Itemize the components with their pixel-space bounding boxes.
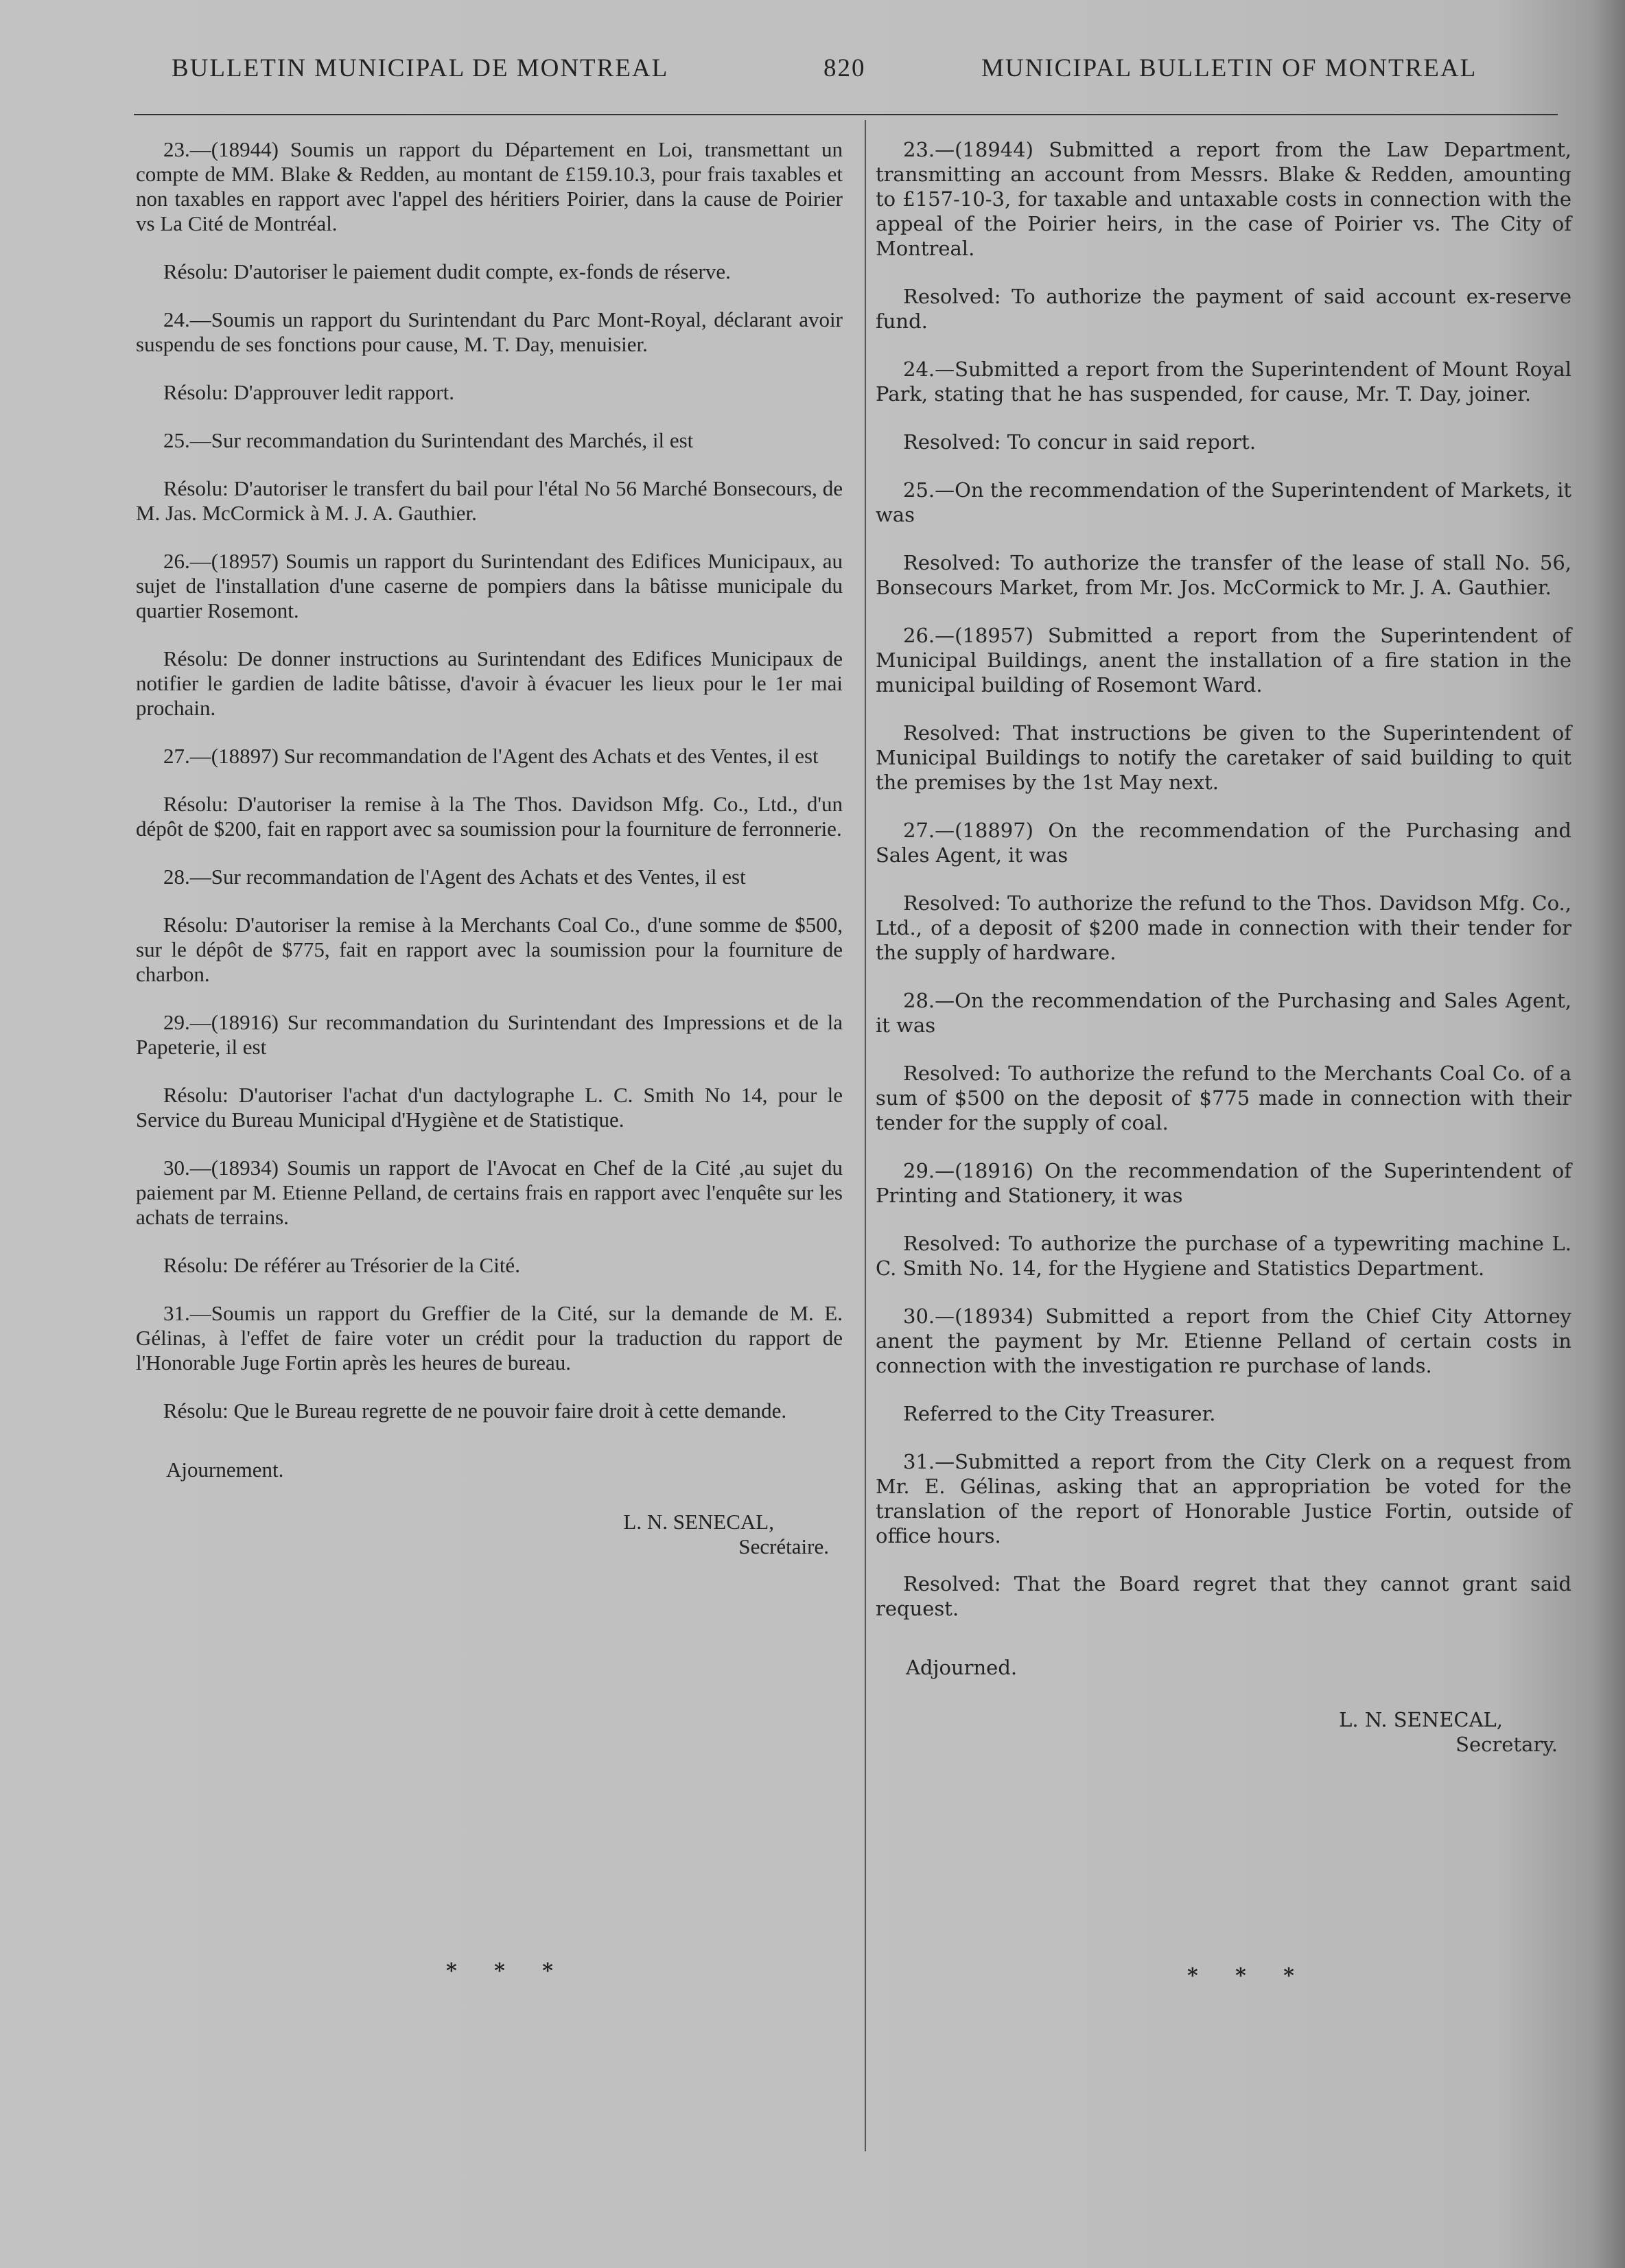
fr-resolution-25: Résolu: D'autoriser le transfert du bail pour l'étal No 56 Marché Bonsecours, de M. Jas. McCormick à M. J. A. Gauthier.	[136, 476, 843, 525]
fr-item-25: 25.—Sur recommandation du Surintendant des Marchés, il est	[163, 428, 694, 452]
fr-item-30: 30.—(18934) Soumis un rapport de l'Avocat en Chef de la Cité ,au sujet du paiement par M. Etienne Pelland, de certains frais en rapport avec l'enquête sur les achats de terrains.	[136, 1156, 843, 1229]
en-resolution-25: Resolved: To authorize the transfer of the lease of stall No. 56, Bonsecours Market, from Mr. Jos. McCormick to Mr. J. A. Gauthier.	[876, 551, 1571, 599]
en-resolution-23: Resolved: To authorize the payment of said account ex-reserve fund.	[876, 285, 1571, 333]
page-header	[130, 49, 1558, 91]
fr-resolution-23: Résolu: D'autoriser le paiement dudit compte, ex-fonds de réserve.	[163, 259, 731, 283]
header-title-english: MUNICIPAL BULLETIN OF MONTREAL	[981, 54, 1477, 82]
french-column	[136, 137, 843, 1559]
fr-resolution-27: Résolu: D'autoriser la remise à la The Thos. Davidson Mfg. Co., Ltd., d'un dépôt de $200, fait en rapport avec sa soumission pour la fourniture de ferronnerie.	[136, 792, 843, 841]
en-section-separator: * * *	[1187, 1964, 1309, 1988]
fr-resolution-31: Résolu: Que le Bureau regrette de ne pouvoir faire droit à cette demande.	[163, 1399, 787, 1423]
fr-item-29: 29.—(18916) Sur recommandation du Surintendant des Impressions et de la Papeterie, il est	[136, 1010, 843, 1059]
fr-signature-title: Secrétaire.	[738, 1534, 829, 1558]
english-column	[876, 137, 1571, 1757]
en-resolution-28: Resolved: To authorize the refund to the Merchants Coal Co. of a sum of $500 on the deposit of $775 made in connection with their tender for the supply of coal.	[876, 1062, 1571, 1134]
fr-resolution-28: Résolu: D'autoriser la remise à la Merchants Coal Co., d'une somme de $500, sur le dépôt de $775, fait en rapport avec la soumission pour la fourniture de charbon.	[136, 913, 843, 986]
fr-item-27: 27.—(18897) Sur recommandation de l'Agent des Achats et des Ventes, il est	[163, 744, 819, 768]
en-item-24: 24.—Submitted a report from the Superintendent of Mount Royal Park, stating that he has suspended, for cause, Mr. T. Day, joiner.	[876, 358, 1571, 406]
en-signature	[876, 1707, 1571, 1757]
fr-signature-name: L. N. SENECAL,	[623, 1510, 774, 1534]
en-resolution-27: Resolved: To authorize the refund to the Thos. Davidson Mfg. Co., Ltd., of a deposit of $200 made in connection with their tender for the supply of hardware.	[876, 891, 1571, 964]
fr-resolution-24: Résolu: D'approuver ledit rapport.	[163, 380, 454, 404]
fr-item-24: 24.—Soumis un rapport du Surintendant du Parc Mont-Royal, déclarant avoir suspendu de ses fonctions pour cause, M. T. Day, menuisier.	[136, 307, 843, 356]
fr-signature	[136, 1510, 843, 1559]
fr-resolution-30: Résolu: De référer au Trésorier de la Cité.	[163, 1253, 520, 1277]
en-resolution-24: Resolved: To concur in said report.	[903, 430, 1256, 454]
en-item-27: 27.—(18897) On the recommendation of the Purchasing and Sales Agent, it was	[876, 819, 1571, 867]
en-item-29: 29.—(18916) On the recommendation of the Superintendent of Printing and Stationery, it was	[876, 1159, 1571, 1207]
en-resolution-30: Referred to the City Treasurer.	[903, 1402, 1216, 1425]
en-adjournment: Adjourned.	[906, 1656, 1018, 1679]
header-rule	[134, 114, 1558, 115]
en-item-26: 26.—(18957) Submitted a report from the Superintendent of Municipal Buildings, anent the installation of a fire station in the municipal building of Rosemont Ward.	[876, 624, 1571, 697]
en-resolution-29: Resolved: To authorize the purchase of a typewriting machine L. C. Smith No. 14, for the Hygiene and Statistics Department.	[876, 1232, 1571, 1280]
fr-item-23: 23.—(18944) Soumis un rapport du Département en Loi, transmettant un compte de MM. Blake & Redden, au montant de £159.10.3, pour frais taxables et non taxables en rapport avec l'appel des héritiers Poirier, dans la cause de Poirier vs La Cité de Montréal.	[136, 137, 843, 235]
fr-resolution-26: Résolu: De donner instructions au Surintendant des Edifices Municipaux de notifier le gardien de ladite bâtisse, d'avoir à évacuer les lieux pour le 1er mai prochain.	[136, 646, 843, 720]
fr-section-separator: * * *	[446, 1959, 568, 1983]
en-item-28: 28.—On the recommendation of the Purchasing and Sales Agent, it was	[876, 989, 1571, 1037]
en-signature-name: L. N. SENECAL,	[1339, 1708, 1503, 1731]
en-resolution-26: Resolved: That instructions be given to the Superintendent of Municipal Buildings to notify the caretaker of said building to quit the premises by the 1st May next.	[876, 721, 1571, 794]
fr-item-28: 28.—Sur recommandation de l'Agent des Achats et des Ventes, il est	[163, 865, 746, 889]
fr-resolution-29: Résolu: D'autoriser l'achat d'un dactylographe L. C. Smith No 14, pour le Service du Bureau Municipal d'Hygiène et de Statistique.	[136, 1083, 843, 1132]
fr-item-26: 26.—(18957) Soumis un rapport du Surintendant des Edifices Municipaux, au sujet de l'installation d'une caserne de pompiers dans la bâtisse municipale du quartier Rosemont.	[136, 549, 843, 622]
fr-item-31: 31.—Soumis un rapport du Greffier de la Cité, sur la demande de M. E. Gélinas, à l'effet de faire voter un crédit pour la traduction du rapport de l'Honorable Juge Fortin après les heures de bureau.	[136, 1301, 843, 1375]
en-item-31: 31.—Submitted a report from the City Clerk on a request from Mr. E. Gélinas, asking that an appropriation be voted for the translation of the report of Honorable Justice Fortin, outside of office hours.	[876, 1450, 1571, 1547]
column-divider	[865, 120, 866, 2151]
header-title-french: BULLETIN MUNICIPAL DE MONTREAL	[172, 54, 669, 82]
en-item-23: 23.—(18944) Submitted a report from the Law Department, transmitting an account from Messrs. Blake & Redden, amounting to £157-10-3, for taxable and untaxable costs in connection with the appeal of the Poirier heirs, in the case of Poirier vs. The City of Montreal.	[876, 138, 1571, 260]
en-item-30: 30.—(18934) Submitted a report from the Chief City Attorney anent the payment by Mr. Etienne Pelland of certain costs in connection with the investigation re purchase of lands.	[876, 1305, 1571, 1377]
en-item-25: 25.—On the recommendation of the Superintendent of Markets, it was	[876, 478, 1571, 526]
en-resolution-31: Resolved: That the Board regret that they cannot grant said request.	[876, 1572, 1571, 1620]
page-number: 820	[823, 54, 866, 82]
fr-adjournment: Ajournement.	[166, 1458, 284, 1482]
en-signature-title: Secretary.	[1456, 1733, 1558, 1756]
